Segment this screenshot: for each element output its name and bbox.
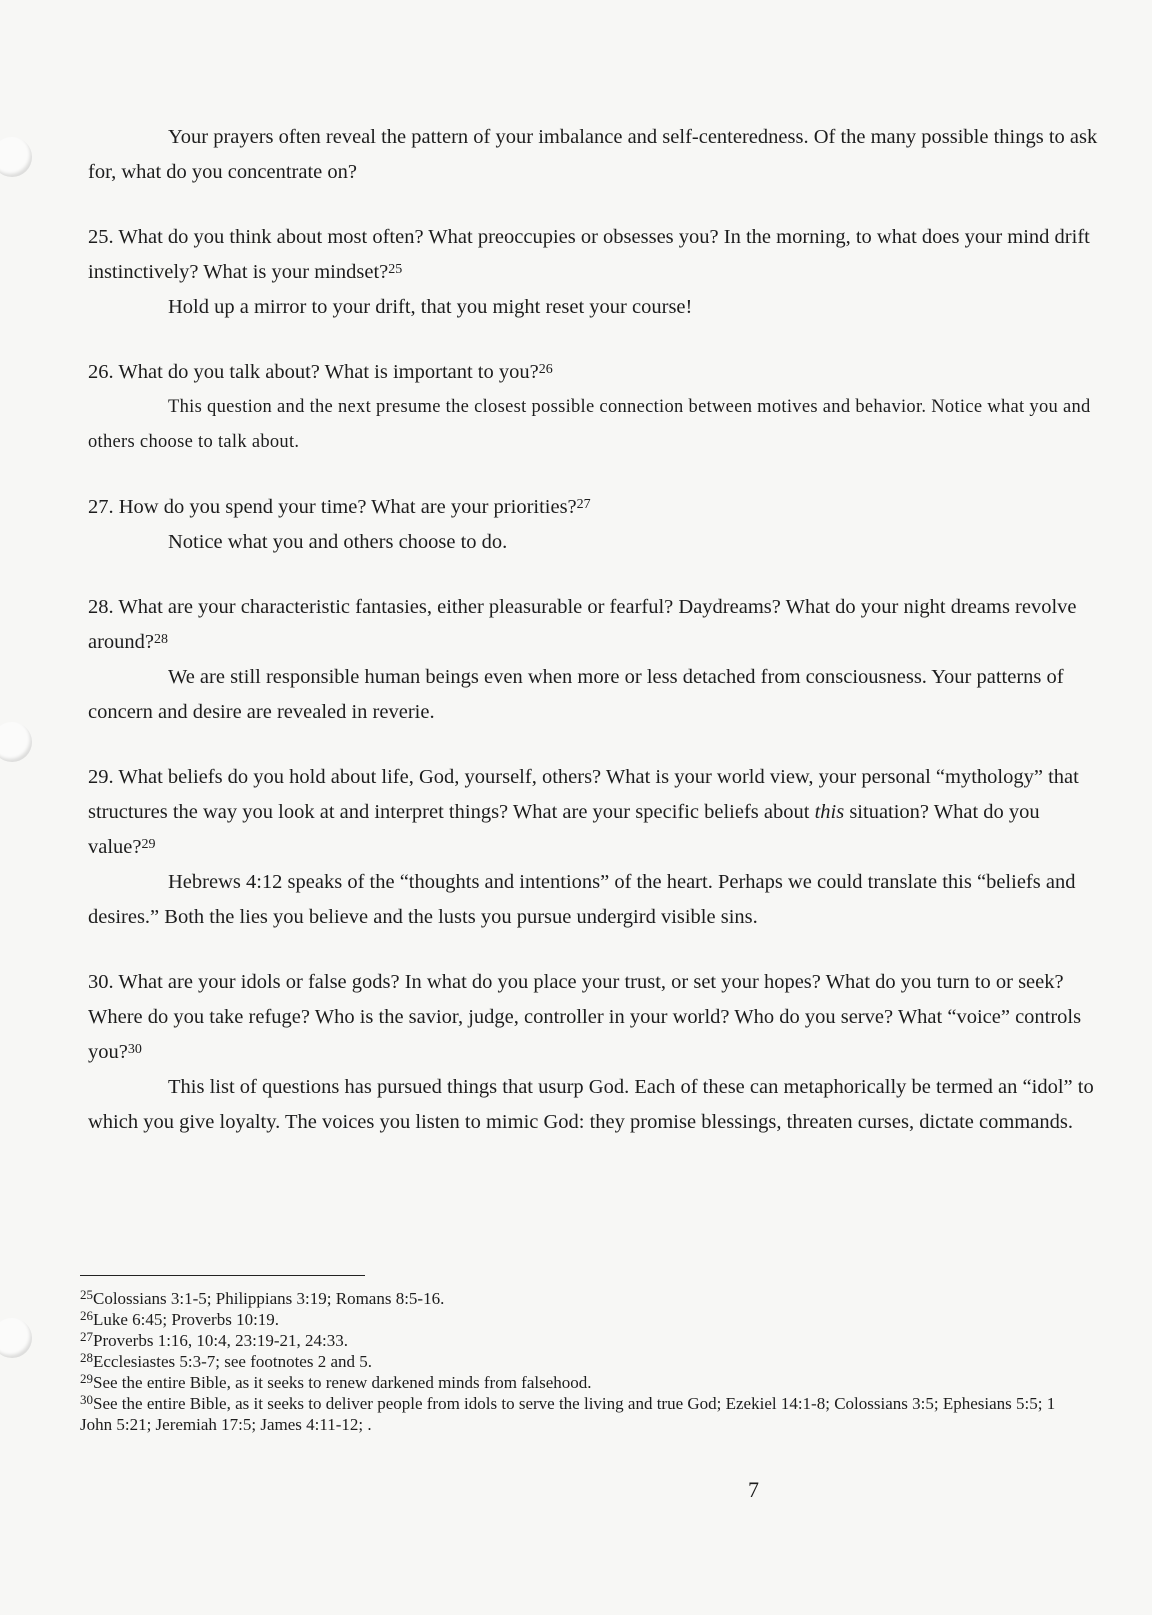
question-29-emphasis: this: [814, 801, 845, 823]
footnote-27: [80, 1330, 1080, 1351]
question-26-text: [88, 355, 1098, 390]
footnote-text: Proverbs 1:16, 10:4, 23:19-21, 24:33.: [93, 1331, 348, 1350]
page-number: 7: [748, 1477, 759, 1502]
footnote-ref-28: 28: [154, 632, 169, 647]
footnote-number: 30: [80, 1392, 93, 1407]
question-25-note: Hold up a mirror to your drift, that you might reset your course!: [168, 296, 693, 318]
punch-hole-top: [0, 137, 32, 177]
footnote-text: See the entire Bible, as it seeks to deliver people from idols to serve the living and true God; Ezekiel 14:1-8; Colossians 3:5; Ephesians 5:5; 1 John 5:21; Jeremiah 17:5; James 4:11-12; .: [80, 1394, 1056, 1434]
footnote-text: Luke 6:45; Proverbs 10:19.: [93, 1310, 280, 1329]
question-25: [88, 220, 1098, 325]
question-28: [88, 590, 1098, 730]
question-25-text: [88, 220, 1098, 290]
footnote-number: 27: [80, 1329, 93, 1344]
footnote-number: 28: [80, 1350, 93, 1365]
question-29-text: [88, 760, 1098, 865]
footnote-28: [80, 1351, 1080, 1372]
question-27-body: 27. How do you spend your time? What are your priorities?: [88, 496, 577, 518]
question-26-body: 26. What do you talk about? What is important to you?: [88, 361, 539, 383]
footnote-number: 26: [80, 1308, 93, 1323]
footnote-30: [80, 1393, 1080, 1435]
punch-hole-bottom: [0, 1318, 32, 1358]
question-30-text: [88, 965, 1098, 1070]
intro-paragraph: Your prayers often reveal the pattern of your imbalance and self-centeredness. Of the many possible things to ask for, what do you concentrate on?: [88, 126, 1098, 183]
question-29-body-a: 29. What beliefs do you hold about life, God, yourself, others? What is your world view, your personal “mythology” that structures the way you look at and interpret things? What are your specific beliefs about: [88, 766, 1079, 823]
footnote-divider: [80, 1275, 365, 1276]
footnote-29: [80, 1372, 1080, 1393]
question-28-note: We are still responsible human beings even when more or less detached from consciousness. Your patterns of concern and desire are revealed in reverie.: [88, 666, 1064, 723]
question-26: [88, 355, 1098, 460]
footnote-text: Ecclesiastes 5:3-7; see footnotes 2 and 5.: [93, 1352, 373, 1371]
page-body: [88, 120, 1098, 1140]
question-29-note: Hebrews 4:12 speaks of the “thoughts and intentions” of the heart. Perhaps we could translate this “beliefs and desires.” Both the lies you believe and the lusts you pursue undergird visible sins.: [88, 871, 1076, 928]
footnote-26: [80, 1309, 1080, 1330]
question-27: [88, 490, 1098, 560]
punch-hole-middle: [0, 722, 32, 762]
question-28-text: [88, 590, 1098, 660]
footnote-number: 29: [80, 1371, 93, 1386]
footnote-ref-25: 25: [388, 262, 403, 277]
question-27-text: [88, 490, 1098, 525]
footnotes: [80, 1288, 1080, 1435]
footnote-text: Colossians 3:1-5; Philippians 3:19; Romans 8:5-16.: [93, 1289, 445, 1308]
question-30-note: This list of questions has pursued things that usurp God. Each of these can metaphorically be termed an “idol” to which you give loyalty. The voices you listen to mimic God: they promise blessings, threaten curses, dictate commands.: [88, 1076, 1094, 1133]
question-27-note: Notice what you and others choose to do.: [168, 531, 508, 553]
footnote-number: 25: [80, 1287, 93, 1302]
question-29: [88, 760, 1098, 935]
question-26-note: This question and the next presume the closest possible connection between motives and behavior. Notice what you and others choose to talk about.: [88, 397, 1091, 452]
question-30-body: 30. What are your idols or false gods? In what do you place your trust, or set your hopes? What do you turn to or seek? Where do you take refuge? Who is the savior, judge, controller in your world? Who do you serve? What “voice” controls you?: [88, 971, 1082, 1063]
footnote-ref-30: 30: [127, 1042, 142, 1057]
footnote-text: See the entire Bible, as it seeks to renew darkened minds from falsehood.: [93, 1373, 592, 1392]
footnote-25: [80, 1288, 1080, 1309]
footnote-ref-27: 27: [576, 497, 591, 512]
question-28-body: 28. What are your characteristic fantasies, either pleasurable or fearful? Daydreams? What do your night dreams revolve around?: [88, 596, 1077, 653]
question-30: [88, 965, 1098, 1140]
question-29-body-b: situation? What do you value?: [88, 801, 1040, 858]
question-25-body: 25. What do you think about most often? What preoccupies or obsesses you? In the morning, to what does your mind drift instinctively? What is your mindset?: [88, 226, 1090, 283]
footnote-ref-29: 29: [141, 837, 156, 852]
footnote-ref-26: 26: [538, 362, 553, 377]
